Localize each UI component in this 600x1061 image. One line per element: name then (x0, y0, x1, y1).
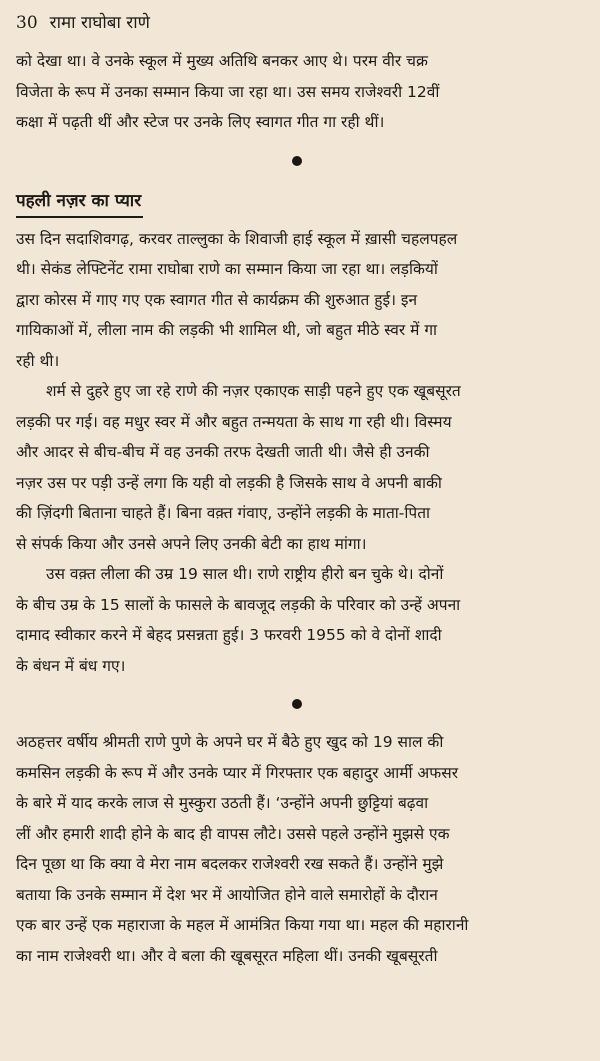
running-title: रामा राघोबा राणे (49, 13, 150, 33)
body-paragraph: उस वक़्त लीला की उम्र 19 साल थी। राणे राष्ट्रीय हीरो बन चुके थे। दोनों के बीच उम्र के 15 सालों के फासले के बावजूद लड़की के परिवार को उन्हें अपना दामाद स्वीकार करने में बेहद प्रसन्नता हुई। 3 फरवरी 1955 को वे दोनों शादी के बंधन में बंध गए। (16, 565, 461, 675)
bullet-dot-icon (292, 699, 302, 709)
section-heading: पहली नज़र का प्यार (16, 186, 143, 218)
running-header (16, 10, 578, 36)
body-paragraph: शर्म से दुहरे हुए जा रहे राणे की नज़र एकाएक साड़ी पहने हुए एक खूबसूरत लड़की पर गई। वह मधुर स्वर में और बहुत तन्मयता के साथ गा रही थी। विस्मय और आदर से बीच-बीच में वह उनकी तरफ देखती जाती थी। जैसे ही उनकी नज़र उस पर पड़ी उन्हें लगा कि यही वो लड़की है जिसके साथ वे अपनी बाकी की ज़िंदगी बिताना चाहते हैं। बिना वक़्त गंवाए, उन्होंने लड़की के माता-पिता से संपर्क किया और उनसे अपने लिए उनकी बेटी का हाथ मांगा। (16, 382, 461, 553)
bullet-dot-icon (292, 156, 302, 166)
body-paragraph: उस दिन सदाशिवगढ़, करवर ताल्लुका के शिवाजी हाई स्कूल में ख़ासी चहलपहल थी। सेकंड लेफ्टिनेंट रामा राघोबा राणे का सम्मान किया जा रहा था। लड़कियों द्वारा कोरस में गाए गए एक स्वागत गीत से कार्यक्रम की शुरुआत हुई। इन गायिकाओं में, लीला नाम की लड़की भी शामिल थी, जो बहुत मीठे स्वर में गा रही थी। (16, 229, 458, 370)
section-divider (16, 138, 578, 184)
section-divider (16, 681, 578, 727)
intro-paragraph: को देखा था। वे उनके स्कूल में मुख्य अतिथि बनकर आए थे। परम वीर चक्र विजेता के रूप में उनका सम्मान किया जा रहा था। उस समय राजेश्वरी 12वीं कक्षा में पढ़ती थीं और स्टेज पर उनके लिए स्वागत गीत गा रही थीं। (16, 52, 440, 131)
page-number: 30 (16, 13, 38, 33)
closing-paragraph: अठहत्तर वर्षीय श्रीमती राणे पुणे के अपने घर में बैठे हुए खुद को 19 साल की कमसिन लड़की के रूप में और उनके प्यार में गिरफ्तार एक बहादुर आर्मी अफसर के बारे में याद करके लाज से मुस्कुरा उठती हैं। ‘उन्होंने अपनी छुट्टियां बढ़वा लीं और हमारी शादी होने के बाद ही वापस लौटे। उससे पहले उन्होंने मुझसे एक दिन पूछा था कि क्या वे मेरा नाम बदलकर राजेश्वरी रख सकते हैं। उन्होंने मुझे बताया कि उनके सम्मान में देश भर में आयोजित होने वाले समारोहों के दौरान एक बार उन्हें एक महाराजा के महल में आमंत्रित किया गया था। महल की महारानी का नाम राजेश्वरी था। और वे बला की खूबसूरत महिला थीं। उनकी खूबसूरती (16, 733, 469, 965)
